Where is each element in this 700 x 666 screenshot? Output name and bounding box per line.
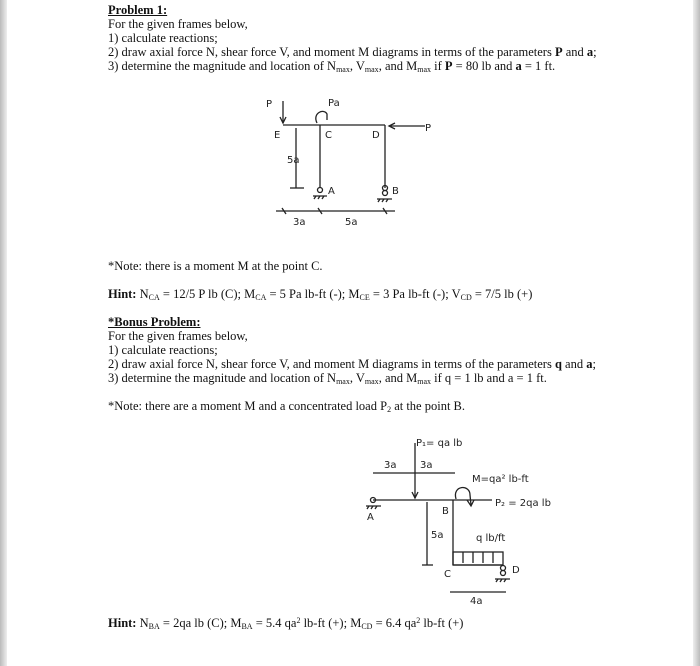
dim-3a-right-label: 3a	[420, 460, 433, 471]
frame-diagram-1-labels	[266, 98, 431, 228]
dim-4a-label: 4a	[470, 596, 483, 607]
bonus-note: *Note: there are a moment M and a concentrated load $P_2$ at the point B.	[108, 399, 466, 414]
frame-diagram-2-labels	[367, 438, 551, 607]
moment-m-label: M=qa² lb-ft	[472, 474, 529, 485]
point-e-label: E	[274, 130, 281, 141]
support-a-label-2: A	[367, 512, 374, 523]
dim-5a-label: 5a	[287, 155, 300, 166]
point-d-label: D	[372, 130, 380, 141]
load-p-label: P	[266, 99, 273, 110]
problem1-step2: 2) draw axial force N, shear force V, and moment M diagrams in terms of the parameters P and a;	[108, 45, 597, 59]
support-b-label: B	[392, 186, 399, 197]
point-c-label: C	[325, 130, 332, 141]
problem1-note: *Note: there is a moment M at the point C.	[108, 259, 323, 273]
problem1-intro: For the given frames below,	[108, 17, 248, 31]
distributed-load-q-label: q lb/ft	[476, 533, 506, 544]
moment-pa-label: Pa	[328, 98, 340, 109]
problem1-hint: Hint: $N_{CA} = 12/5$ P lb (C); $M_{CA} = 5$ Pa lb-ft (-); $M_{CE} = 3$ Pa lb-ft (-); $V_{CD} = 7/5$ lb (+)	[108, 287, 533, 302]
bonus-step1: 1) calculate reactions;	[108, 343, 218, 357]
load-p-horizontal-label: P	[425, 123, 432, 134]
dim-3a-left-label: 3a	[384, 460, 397, 471]
dim-3a-label: 3a	[293, 217, 306, 228]
dim-5a-bottom-label: 5a	[345, 217, 358, 228]
point-b-label: B	[442, 506, 449, 517]
problem1-step3: 3) determine the magnitude and location of $N_{max}$, $V_{max}$, and $M_{max}$ if P = 80 lb and a = 1 ft.	[108, 59, 556, 74]
bonus-hint: Hint: $N_{BA} = 2qa$ lb (C); $M_{BA} = 5.4$ $qa^2$ lb-ft (+); $M_{CD} = 6.4$ $qa^2$ lb-ft (+)	[108, 616, 464, 631]
bonus-title: *Bonus Problem:	[108, 315, 201, 329]
point-d-label-2: D	[512, 565, 520, 576]
bonus-intro: For the given frames below,	[108, 329, 248, 343]
problem1-step1: 1) calculate reactions;	[108, 31, 218, 45]
dim-5a-label-2: 5a	[431, 530, 444, 541]
bonus-step3: 3) determine the magnitude and location of $N_{max}$, $V_{max}$, and $M_{max}$ if q = 1 lb and a = 1 ft.	[108, 371, 547, 386]
problem1-title: Problem 1:	[108, 3, 168, 17]
bonus-step2: 2) draw axial force N, shear force V, and moment M diagrams in terms of the parameters q and a;	[108, 357, 596, 371]
support-a-label: A	[328, 186, 335, 197]
load-p1-label: P₁= qa lb	[416, 438, 463, 449]
point-c-label-2: C	[444, 569, 451, 580]
load-p2-label: P₂ = 2qa lb	[495, 498, 551, 509]
